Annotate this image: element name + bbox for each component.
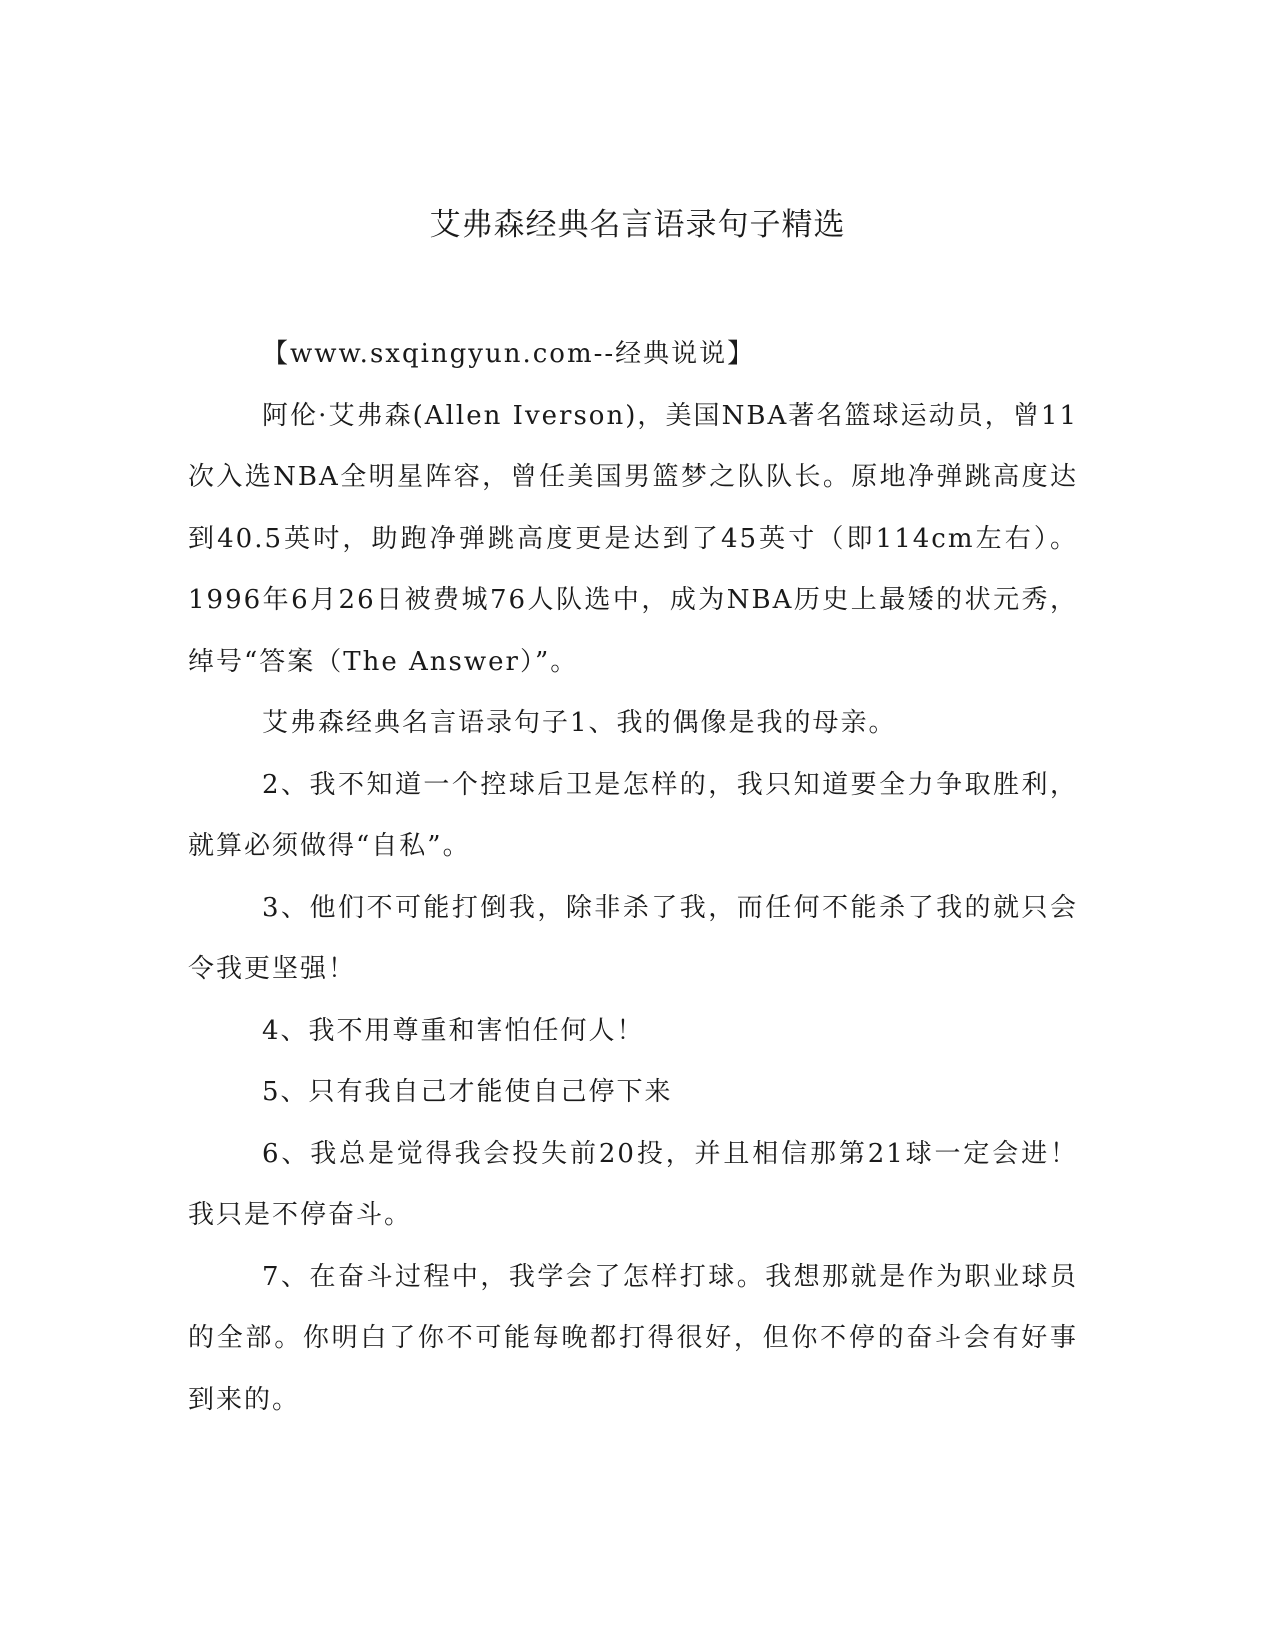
- source-line: 【www.sxqingyun.com--经典说说】: [262, 339, 756, 369]
- quote-7: 7、在奋斗过程中，我学会了怎样打球。我想那就是作为职业球员的全部。你明白了你不可能每晚都打得很好，但你不停的奋斗会有好事到来的。: [188, 1261, 1078, 1415]
- page-title: 艾弗森经典名言语录句子精选: [429, 207, 846, 243]
- quote-2: 2、我不知道一个控球后卫是怎样的，我只知道要全力争取胜利，就算必须做得“自私”。: [188, 769, 1078, 861]
- document-body: [188, 324, 1078, 1431]
- quote-1: 艾弗森经典名言语录句子1、我的偶像是我的母亲。: [262, 708, 897, 738]
- intro-paragraph: 阿伦·艾弗森(Allen Iverson)，美国NBA著名篮球运动员，曾11次入选NBA全明星阵容，曾任美国男篮梦之队队长。原地净弹跳高度达到40.5英吋，助跑净弹跳高度更是达到了45英寸（即114cm左右）。1996年6月26日被费城76人队选中，成为NBA历史上最矮的状元秀，绰号“答案（The Answer）”。: [188, 400, 1078, 677]
- quote-5: 5、只有我自己才能使自己停下来: [262, 1077, 673, 1107]
- quote-6: 6、我总是觉得我会投失前20投，并且相信那第21球一定会进！我只是不停奋斗。: [188, 1138, 1078, 1230]
- quote-3: 3、他们不可能打倒我，除非杀了我，而任何不能杀了我的就只会令我更坚强！: [188, 892, 1078, 984]
- quote-4: 4、我不用尊重和害怕任何人！: [262, 1015, 645, 1046]
